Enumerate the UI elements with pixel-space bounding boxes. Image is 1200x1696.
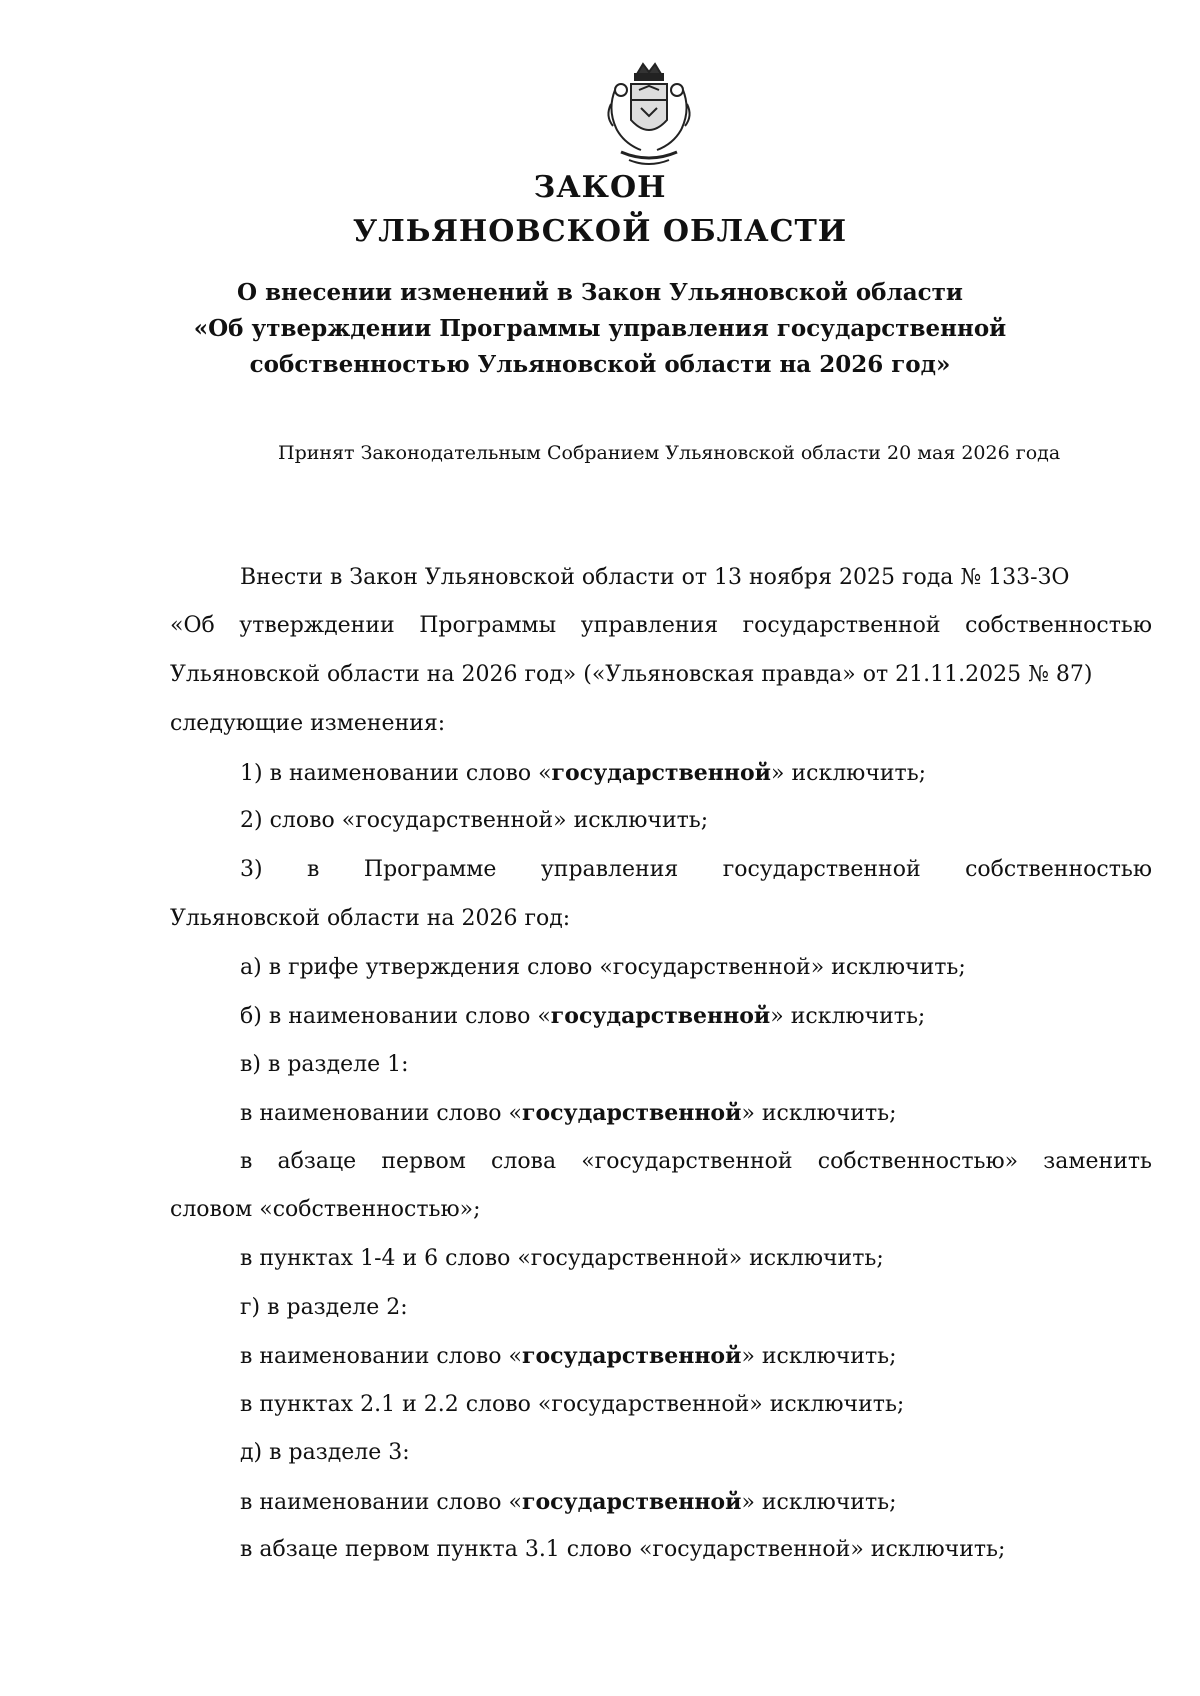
item-1	[240, 758, 1152, 789]
law-title-line-1: ЗАКОН	[533, 170, 667, 205]
intro-line-2: «Об утверждении Программы управления государственной собственностью	[170, 613, 1152, 638]
subitem-v-1-text: в наименовании слово «	[240, 1101, 522, 1126]
law-subtitle-line-3: собственностью Ульяновской области на 2026 год»	[249, 351, 951, 378]
subitem-v-2-line-2: словом «собственностью»;	[170, 1197, 481, 1222]
subitem-v-1-bold: государственной	[521, 1100, 742, 1126]
subitem-b	[240, 1001, 1152, 1032]
subitem-d: д) в разделе 3:	[240, 1440, 410, 1465]
adoption-statement: Принят Законодательным Собранием Ульяновской области 20 мая 2026 года	[278, 442, 1061, 464]
subitem-g-1-tail: » исключить;	[741, 1344, 897, 1369]
subitem-g-1-bold: государственной	[521, 1343, 742, 1369]
subitem-g-2: в пунктах 2.1 и 2.2 слово «государственной» исключить;	[240, 1392, 905, 1417]
law-subtitle-line-2: «Об утверждении Программы управления государственной	[193, 315, 1007, 342]
subitem-d-2: в абзаце первом пункта 3.1 слово «государственной» исключить;	[240, 1537, 1006, 1562]
subitem-d-1	[240, 1487, 1152, 1518]
law-title-line-2: УЛЬЯНОВСКОЙ ОБЛАСТИ	[352, 214, 848, 249]
intro-line-4: следующие изменения:	[170, 711, 446, 736]
subitem-g-1-text: в наименовании слово «	[240, 1344, 522, 1369]
item-1-bold: государственной	[551, 760, 771, 786]
intro-line-3: Ульяновской области на 2026 год» («Ульяновская правда» от 21.11.2025 № 87)	[170, 662, 1093, 687]
subitem-d-1-bold: государственной	[521, 1489, 742, 1515]
subitem-a: а) в грифе утверждения слово «государственной» исключить;	[240, 955, 966, 980]
subitem-d-1-text: в наименовании слово «	[240, 1490, 522, 1515]
subitem-b-bold: государственной	[550, 1003, 771, 1029]
subitem-v-1	[240, 1098, 1152, 1129]
item-2: 2) слово «государственной» исключить;	[240, 808, 709, 833]
subitem-v-1-tail: » исключить;	[741, 1101, 897, 1126]
subitem-v: в) в разделе 1:	[240, 1052, 409, 1077]
law-subtitle-line-1: О внесении изменений в Закон Ульяновской области	[237, 279, 963, 306]
item-1-tail: » исключить;	[771, 761, 927, 786]
subitem-v-2-line-1: в абзаце первом слова «государственной собственностью» заменить	[240, 1149, 1152, 1174]
subitem-g-1	[240, 1341, 1152, 1372]
ulyanovsk-oblast-coat-of-arms-icon	[601, 60, 697, 170]
subitem-b-tail: » исключить;	[770, 1004, 926, 1029]
subitem-d-1-tail: » исключить;	[741, 1490, 897, 1515]
subitem-g: г) в разделе 2:	[240, 1295, 408, 1320]
subitem-b-text: б) в наименовании слово «	[240, 1004, 551, 1029]
subitem-v-3: в пунктах 1-4 и 6 слово «государственной» исключить;	[240, 1246, 884, 1271]
item-1-text: 1) в наименовании слово «	[240, 761, 552, 786]
item-3-line-2: Ульяновской области на 2026 год:	[170, 906, 571, 931]
intro-line-1: Внести в Закон Ульяновской области от 13 ноября 2025 года № 133-ЗО	[240, 565, 1070, 590]
item-3-line-1: 3) в Программе управления государственной собственностью	[240, 857, 1152, 882]
